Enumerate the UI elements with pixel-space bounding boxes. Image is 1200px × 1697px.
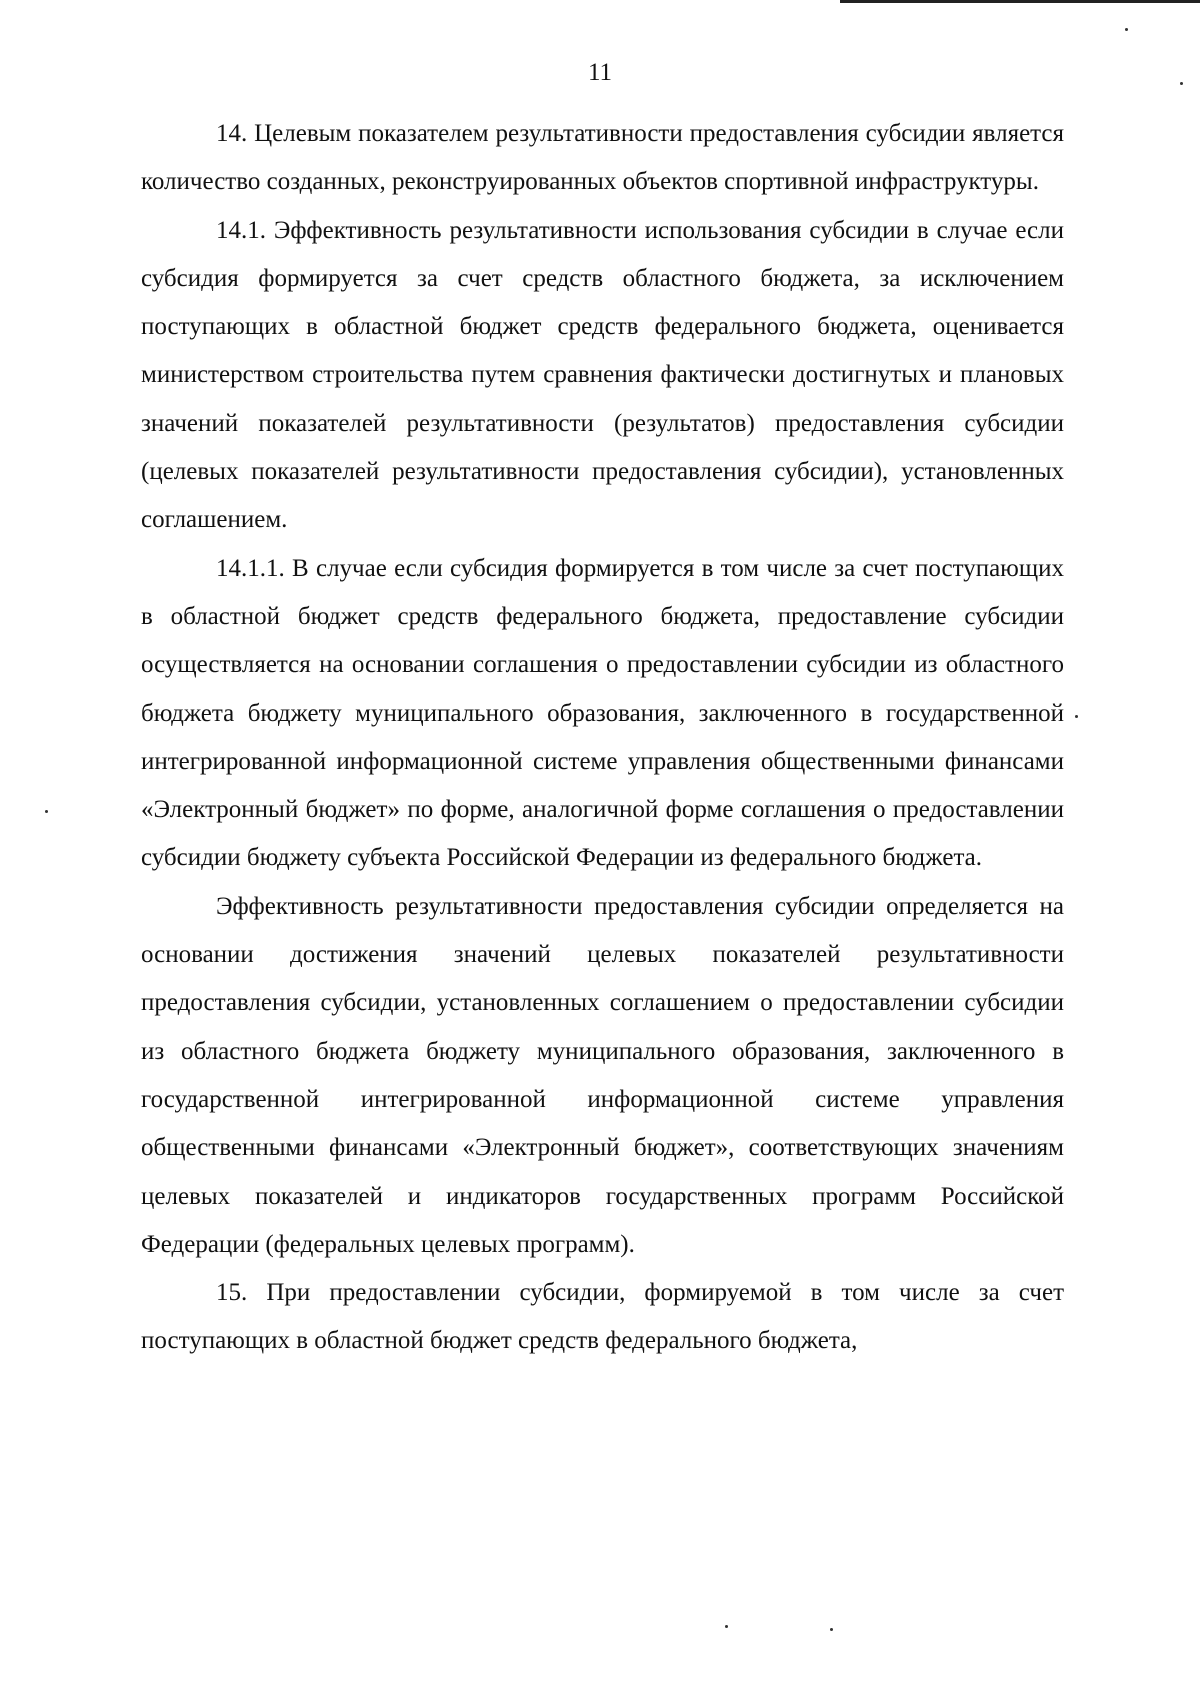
scan-speck	[1180, 82, 1183, 85]
paragraph-15: 15. При предоставлении субсидии, формируемой в том числе за счет поступающих в областной бюджет средств федерального бюджета,	[141, 1279, 1064, 1355]
paragraph-14-1-1: 14.1.1. В случае если субсидия формируется в том числе за счет поступающих в областной бюджет средств федерального бюджета, предоставление субсидии осуществляется на основании соглашения о предоставлении субсидии из областного бюджета бюджету муниципального образования, заключенного в государственной интегрированной информационной системе управления общественными финансами «Электронный бюджет» по форме, аналогичной форме соглашения о предоставлении субсидии бюджету субъекта Российской Федерации из федерального бюджета.	[141, 554, 1064, 872]
document-body	[141, 110, 1064, 1366]
scan-speck	[725, 1625, 728, 1628]
scan-speck	[45, 810, 48, 813]
scan-edge-line	[840, 0, 1200, 3]
paragraph-14: 14. Целевым показателем результативности предоставления субсидии является количество созданных, реконструированных объектов спортивной инфраструктуры.	[141, 120, 1064, 196]
scan-speck	[830, 1628, 833, 1631]
paragraph-effectiveness: Эффективность результативности предоставления субсидии определяется на основании достижения значений целевых показателей результативности предоставления субсидии, установленных соглашением о предоставлении субсидии из областного бюджета бюджету муниципального образования, заключенного в государственной интегрированной информационной системе управления общественными финансами «Электронный бюджет», соответствующих значениям целевых показателей и индикаторов государственных программ Российской Федерации (федеральных целевых программ).	[141, 892, 1064, 1258]
scan-speck	[1125, 28, 1128, 31]
paragraph-14-1: 14.1. Эффективность результативности использования субсидии в случае если субсидия формируется за счет средств областного бюджета, за исключением поступающих в областной бюджет средств федерального бюджета, оценивается министерством строительства путем сравнения фактически достигнутых и плановых значений показателей результативности (результатов) предоставления субсидии (целевых показателей результативности предоставления субсидии), установленных соглашением.	[141, 216, 1064, 534]
page-number: 11	[587, 59, 613, 86]
scan-speck	[1075, 715, 1078, 718]
